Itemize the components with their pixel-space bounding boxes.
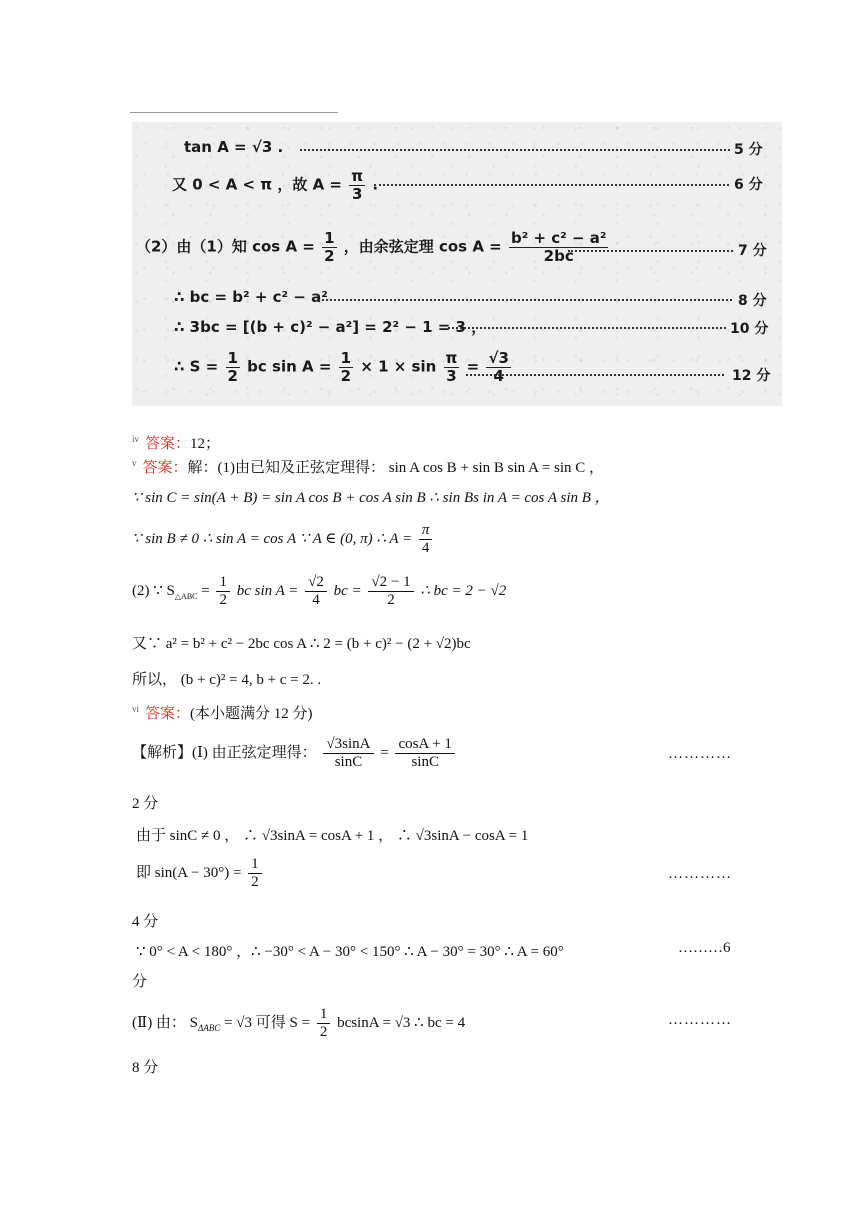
numerator: 1 [216,574,230,592]
denominator: 3 [446,366,457,385]
fraction [317,1006,331,1042]
dot-leader [568,250,733,252]
text: bc = [333,583,362,600]
answer-v-line-3 [132,522,435,558]
dot-leader: ………… [668,746,732,762]
scan-line-5: ∴ 3bc = [(b + c)² − a²] = 2² − 1 = 3 ， [174,318,487,336]
analysis-line-5 [132,1006,465,1042]
fraction [226,350,240,384]
score-2: 6 分 [734,177,763,193]
dot-leader: ………6 [678,940,731,956]
answer-v-line-2: ∵ sin C = sin(A + B) = sin A cos B + cos A sin B ∴ sin Bs in A = cos A sin B ， [132,490,610,506]
score-4: 8 分 [738,293,767,309]
answer-text: 解：(1)由已知及正弦定理得： sin A cos B + sin B sin A = sin C ， [187,460,605,476]
numerator: π [445,349,458,367]
numerator: 1 [227,349,238,367]
dot-leader: ………… [668,1012,732,1028]
analysis-line-4: ∵ 0° < A < 180° ，∴ −30° < A − 30° < 150° ∴ A − 30° = 30° ∴ A = 60° [136,944,564,960]
fraction [248,856,262,892]
denominator: 2 [227,366,238,385]
denominator: 4 [421,540,430,557]
numerator: √2 [305,574,327,592]
answer-v-line-4 [132,574,506,610]
text: ∴ S = [174,357,219,376]
dot-leader [466,374,724,376]
numerator: √3sinA [323,736,373,754]
scan-line-2: 又 0 < A < π ，故 A = $\frac{\pi}{3}$ . [172,167,379,203]
fraction [395,736,454,772]
text: = [201,583,210,600]
scan-line-3-text: （2）由（1）知 cos A = [136,237,315,256]
denominator: 2 [219,592,227,609]
score-1: 5 分 [734,142,763,158]
fraction [419,522,433,558]
text: ∵ sin B ≠ 0 ∴ sin A = cos A ∵ A ∈ (0, π) ∴ A = [132,531,413,548]
text: (Ⅱ) 由： S [132,1015,199,1032]
answer-v-line-6: 所以， (b + c)² = 4, b + c = 2. . [132,672,322,688]
fraction [509,230,609,264]
answer-label: 答案： [145,706,191,722]
fraction [486,350,510,384]
answer-label: 答案： [142,460,188,476]
footnote-mark: iv [132,434,140,444]
denominator: 2 [319,1024,328,1041]
fraction [349,168,365,202]
scan-line-2-text: 又 0 < A < π ，故 A = [172,175,343,194]
scan-line-1: tan A = √3 . [184,138,284,156]
dot-leader: ………… [668,866,732,882]
denominator: 4 [493,366,504,385]
numerator: 1 [317,1006,331,1024]
fraction [323,736,373,772]
denominator: 2 [251,874,259,891]
top-rule [130,112,338,113]
text: (2) ∵ S [132,583,175,600]
dot-leader [448,327,726,329]
denominator: 2bc [543,246,574,265]
numerator: √2 − 1 [368,574,413,592]
denominator: sinC [411,754,439,771]
scanned-solution-image [132,122,782,406]
denominator: 2 [387,592,395,609]
text: 【解析】(Ⅰ) 由正弦定理得： [132,745,317,762]
denominator: 4 [312,592,320,609]
numerator: π [351,167,364,185]
answer-iv [132,432,220,453]
scan-line-6 [174,350,513,384]
fraction [216,574,230,610]
text: = √3 可得 S = [224,1015,311,1032]
text: bc sin A = [236,583,299,600]
text: = [466,357,480,376]
numerator: 1 [248,856,262,874]
subscript: ΔABC [198,1023,221,1034]
denominator: 3 [351,184,363,203]
score-4-points: 4 分 [132,914,159,930]
answer-v-line-1 [132,456,604,477]
fraction [339,350,353,384]
numerator: 1 [324,229,335,247]
analysis-line-2: 由于 sinC ≠ 0 ， ∴ √3sinA = cosA + 1 ， ∴ √3sinA − cosA = 1 [136,828,529,844]
scan-line-3 [136,230,610,264]
numerator: cosA + 1 [395,736,454,754]
text: ∴ bc = 2 − √2 [420,583,507,600]
score-8-points: 8 分 [132,1060,159,1076]
score-3: 7 分 [738,243,767,259]
text: = [380,745,389,762]
fraction [368,574,413,610]
numerator: b² + c² − a² [510,229,607,247]
answer-label: 答案： [145,436,191,452]
analysis-line-3 [136,856,265,892]
answer-v-line-5: 又∵ a² = b² + c² − 2bc cos A ∴ 2 = (b + c)² − (2 + √2)bc [132,636,471,652]
score-6-points: 分 [132,974,148,990]
dot-leader [318,299,732,301]
answer-vi [132,702,313,723]
analysis-line-1 [132,736,458,772]
answer-text: 12； [190,436,221,452]
numerator: 1 [340,349,352,367]
text: × 1 × sin [360,357,437,376]
fraction [322,230,336,264]
denominator: sinC [334,754,363,771]
score-2-points: 2 分 [132,796,159,812]
dot-leader [374,184,729,186]
text: bcsinA = √3 ∴ bc = 4 [337,1015,466,1032]
numerator: π [419,522,433,540]
subscript: △ABC [174,592,198,602]
text: bc sin A = [247,357,332,376]
fraction [305,574,327,610]
scan-line-3-mid: ，由余弦定理 cos A = [343,237,502,256]
answer-text: (本小题满分 12 分) [190,706,313,722]
score-6: 12 分 [732,368,771,384]
footnote-mark: vi [132,704,140,714]
footnote-mark: v [132,458,137,468]
fraction [444,350,460,384]
denominator: 2 [340,366,352,385]
score-5: 10 分 [730,321,769,337]
numerator: √3 [488,349,509,367]
dot-leader [300,149,730,151]
text: 即 sin(A − 30°) = [136,865,242,882]
scan-line-4: ∴ bc = b² + c² − a² [174,288,328,306]
denominator: 2 [324,246,335,265]
